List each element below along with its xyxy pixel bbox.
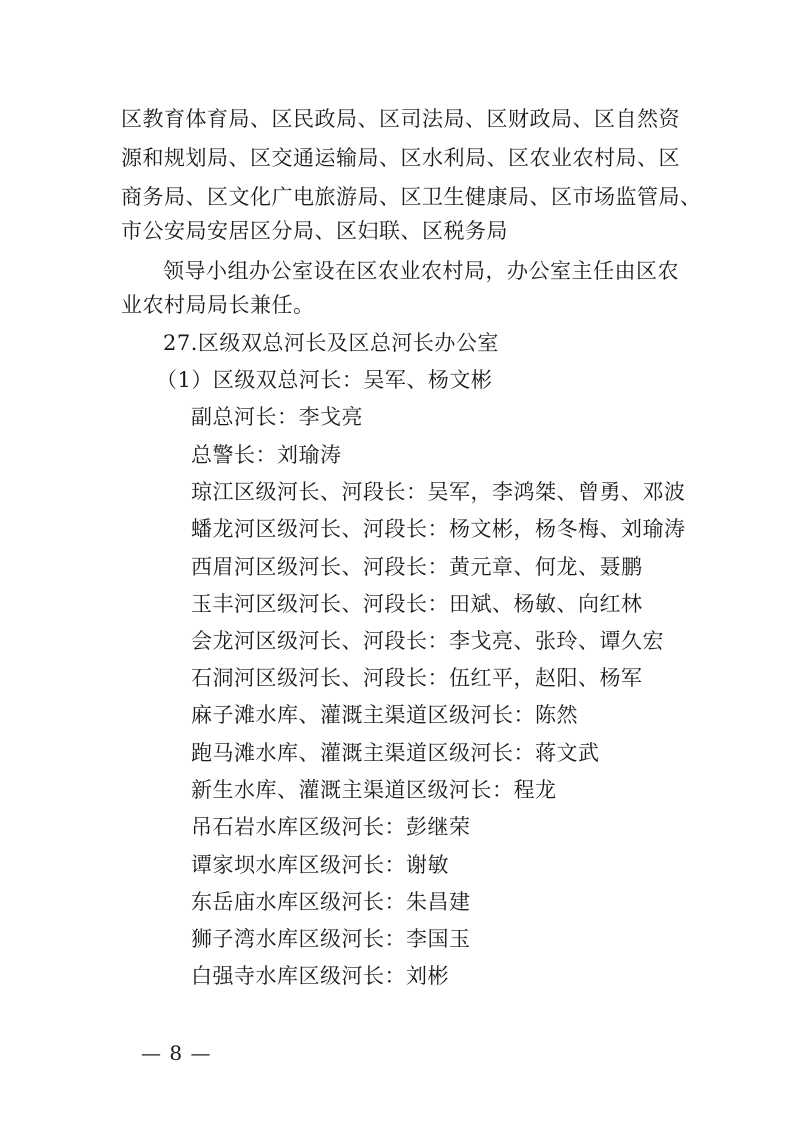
entry-baiqiangsi: 白强寺水库区级河长：刘彬 xyxy=(191,964,449,988)
entry-deputy-chief: 副总河长：李戈亮 xyxy=(191,405,363,429)
paragraph-office-line-2: 业农村局局长兼任。 xyxy=(121,293,315,317)
entry-mazitan: 麻子滩水库、灌溉主渠道区级河长：陈然 xyxy=(191,703,578,727)
paragraph-members-line-2: 源和规划局、区交通运输局、区水利局、区农业农村局、区 xyxy=(121,146,680,170)
entry-tanjiaba: 谭家坝水库区级河长：谢敏 xyxy=(191,853,449,877)
entry-ximei: 西眉河区级河长、河段长：黄元章、何龙、聂鹏 xyxy=(191,555,643,579)
entry-paomatan: 跑马滩水库、灌溉主渠道区级河长：蒋文武 xyxy=(191,741,600,765)
entry-shiziwan: 狮子湾水库区级河长：李国玉 xyxy=(191,927,471,951)
subsection-heading: （1）区级双总河长：吴军、杨文彬 xyxy=(156,368,493,392)
entry-qiongjiang: 琼江区级河长、河段长：吴军，李鸿桀、曾勇、邓波 xyxy=(191,480,686,504)
entry-dongyuemiao: 东岳庙水库区级河长：朱昌建 xyxy=(191,890,471,914)
entry-huilong: 会龙河区级河长、河段长：李戈亮、张玲、谭久宏 xyxy=(191,629,664,653)
entry-xinsheng: 新生水库、灌溉主渠道区级河长：程龙 xyxy=(191,778,557,802)
paragraph-members-line-1: 区教育体育局、区民政局、区司法局、区财政局、区自然资 xyxy=(121,107,680,131)
entry-yufeng: 玉丰河区级河长、河段长：田斌、杨敏、向红林 xyxy=(191,592,643,616)
paragraph-members-line-3: 商务局、区文化广电旅游局、区卫生健康局、区市场监管局、 xyxy=(121,185,702,209)
paragraph-office-line-1: 领导小组办公室设在区农业农村局，办公室主任由区农 xyxy=(163,259,679,283)
paragraph-members-line-4: 市公安局安居区分局、区妇联、区税务局 xyxy=(121,219,508,243)
entry-diaoshiyan: 吊石岩水库区级河长：彭继荣 xyxy=(191,815,471,839)
page-number: — 8 — xyxy=(141,1041,212,1065)
entry-shidong: 石洞河区级河长、河段长：伍红平，赵阳、杨军 xyxy=(191,666,643,690)
section-heading: 27.区级双总河长及区总河长办公室 xyxy=(163,331,499,355)
entry-panlong: 蟠龙河区级河长、河段长：杨文彬，杨冬梅、刘瑜涛 xyxy=(191,517,686,541)
entry-police-chief: 总警长：刘瑜涛 xyxy=(191,443,342,467)
